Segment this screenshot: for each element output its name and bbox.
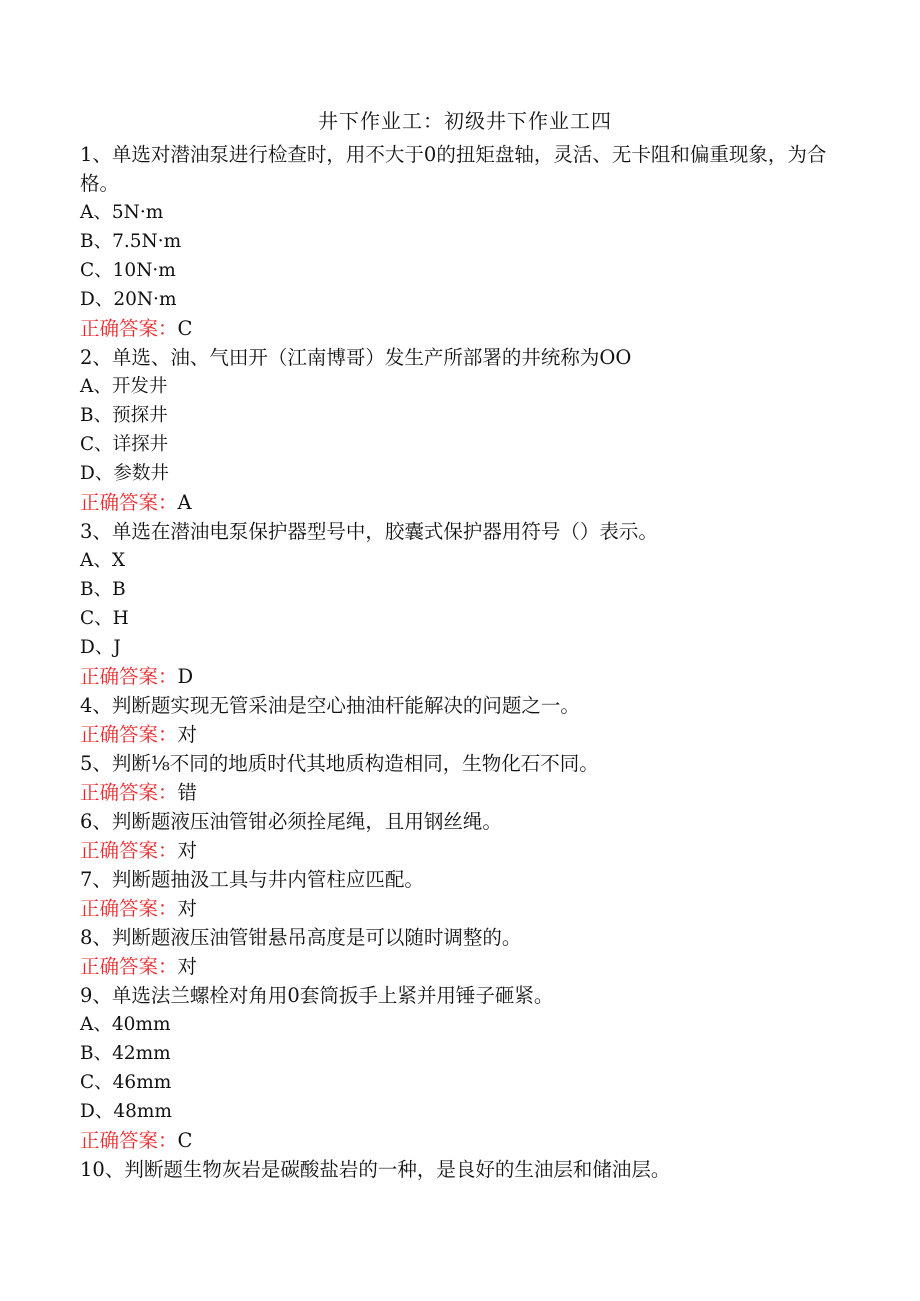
option-c: C、H <box>80 608 129 629</box>
answer-value: 对 <box>177 955 198 978</box>
answer-value: 对 <box>177 839 198 862</box>
answer-line <box>80 778 840 807</box>
question-block <box>80 981 840 1155</box>
option-d: D、J <box>80 637 121 658</box>
option-b: B、7.5N·m <box>80 231 182 252</box>
question-text: 1、单选对潜油泵进行检查时，用不大于0的扭矩盘轴，灵活、无卡阻和偏重现象，为合格。 <box>80 143 827 195</box>
question-text: 8、判断题液压油管钳悬吊高度是可以随时调整的。 <box>80 926 522 949</box>
document-title: 井下作业工：初级井下作业工四 <box>318 109 612 133</box>
answer-label: 正确答案： <box>80 491 178 514</box>
question-block <box>80 691 840 749</box>
answer-line <box>80 314 840 343</box>
question-text: 3、单选在潜油电泵保护器型号中，胶囊式保护器用符号（）表示。 <box>80 520 658 543</box>
question-block <box>80 1155 840 1184</box>
answer-label: 正确答案： <box>80 781 178 804</box>
answer-label: 正确答案： <box>80 665 178 688</box>
question-text: 10、判断题生物灰岩是碳酸盐岩的一种，是良好的生油层和储油层。 <box>80 1158 671 1181</box>
question-text: 2、单选、油、气田开（江南博哥）发生产所部署的井统称为OO <box>80 346 632 369</box>
question-block <box>80 865 840 923</box>
question-block <box>80 140 840 343</box>
answer-line <box>80 836 840 865</box>
answer-line <box>80 1126 840 1155</box>
option-c: C、10N·m <box>80 260 176 281</box>
option-d: D、20N·m <box>80 289 177 310</box>
question-text: 7、判断题抽汲工具与井内管柱应匹配。 <box>80 868 424 891</box>
option-a: A、X <box>80 550 126 571</box>
answer-line <box>80 720 840 749</box>
answer-value: A <box>177 491 192 514</box>
answer-value: C <box>177 317 193 340</box>
question-text: 9、单选法兰螺栓对角用0套筒扳手上紧并用锤子砸紧。 <box>80 984 554 1007</box>
question-block <box>80 807 840 865</box>
answer-label: 正确答案： <box>80 723 178 746</box>
answer-line <box>80 488 840 517</box>
option-a: A、开发井 <box>80 376 168 397</box>
answer-value: 对 <box>177 723 198 746</box>
question-block <box>80 923 840 981</box>
option-a: A、40mm <box>80 1014 171 1035</box>
question-text: 6、判断题液压油管钳必须拴尾绳，且用钢丝绳。 <box>80 810 502 833</box>
answer-line <box>80 894 840 923</box>
question-block <box>80 749 840 807</box>
answer-value: C <box>177 1129 193 1152</box>
answer-label: 正确答案： <box>80 1129 178 1152</box>
option-a: A、5N·m <box>80 202 164 223</box>
answer-label: 正确答案： <box>80 317 178 340</box>
option-c: C、详探井 <box>80 434 169 455</box>
question-block <box>80 343 840 517</box>
answer-value: 错 <box>177 781 198 804</box>
question-text: 5、判断⅛不同的地质时代其地质构造相同，生物化石不同。 <box>80 752 599 775</box>
answer-label: 正确答案： <box>80 897 178 920</box>
option-b: B、预探井 <box>80 405 168 426</box>
option-d: D、48mm <box>80 1101 172 1122</box>
question-block <box>80 517 840 691</box>
answer-label: 正确答案： <box>80 955 178 978</box>
option-d: D、参数井 <box>80 463 169 484</box>
answer-line <box>80 952 840 981</box>
answer-value: D <box>177 665 194 688</box>
answer-label: 正确答案： <box>80 839 178 862</box>
question-text: 4、判断题实现无管采油是空心抽油杆能解决的问题之一。 <box>80 694 580 717</box>
answer-value: 对 <box>177 897 198 920</box>
option-b: B、42mm <box>80 1043 171 1064</box>
answer-line <box>80 662 840 691</box>
option-c: C、46mm <box>80 1072 172 1093</box>
option-b: B、B <box>80 579 126 600</box>
